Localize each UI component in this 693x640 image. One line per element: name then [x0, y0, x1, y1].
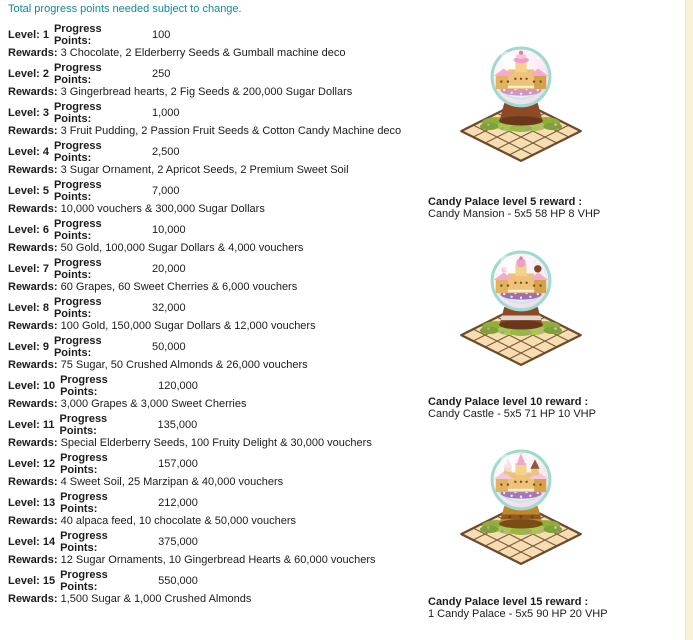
level-label: Level: 4	[8, 146, 49, 158]
reward-caption-level-10	[428, 396, 690, 420]
level-label: Level: 1	[8, 29, 49, 41]
caption-title: Candy Palace level 5 reward :	[428, 196, 583, 208]
progress-points-label: Progress Points:	[60, 530, 108, 554]
level-block	[8, 23, 426, 60]
level-row	[8, 452, 426, 476]
level-block	[8, 569, 426, 606]
level-label: Level: 6	[8, 224, 49, 236]
level-block	[8, 452, 426, 489]
caption-detail: 1 Candy Palace - 5x5 90 HP 20 VHP	[428, 608, 608, 620]
rewards-label: Rewards:	[8, 47, 58, 59]
level-label: Level: 3	[8, 107, 49, 119]
caption-title: Candy Palace level 10 reward :	[428, 396, 589, 408]
level-block	[8, 491, 426, 528]
rewards-label: Rewards:	[8, 359, 58, 371]
level-label: Level: 9	[8, 341, 49, 353]
rewards-row	[8, 359, 426, 372]
rewards-value: 12 Sugar Ornaments, 10 Gingerbread Hearts & 60,000 vouchers	[60, 554, 376, 566]
level-row	[8, 23, 426, 47]
progress-points-value: 2,500	[151, 146, 180, 158]
progress-points-label: Progress Points:	[53, 257, 102, 281]
rewards-label: Rewards:	[8, 515, 58, 527]
candy-mansion-snowglobe-image	[437, 34, 605, 174]
level-block	[8, 140, 426, 177]
caption-detail: Candy Mansion - 5x5 58 HP 8 VHP	[428, 208, 601, 220]
rewards-label: Rewards:	[8, 476, 58, 488]
rewards-value: 60 Grapes, 60 Sweet Cherries & 6,000 vouchers	[60, 281, 298, 293]
progress-points-value: 135,000	[157, 419, 198, 431]
level-block	[8, 179, 426, 216]
progress-points-value: 120,000	[158, 380, 198, 392]
level-block	[8, 374, 426, 411]
level-row	[8, 491, 426, 515]
rewards-row	[8, 281, 426, 294]
level-label: Level: 12	[8, 458, 56, 470]
progress-points-label: Progress Points:	[53, 140, 102, 164]
rewards-row	[8, 242, 426, 255]
progress-points-value: 250	[151, 68, 171, 80]
rewards-value: 1,500 Sugar & 1,000 Crushed Almonds	[60, 593, 252, 605]
rewards-value: Special Elderberry Seeds, 100 Fruity Delight & 30,000 vouchers	[60, 437, 372, 449]
candy-castle-snowglobe-image	[437, 238, 605, 378]
level-row	[8, 179, 426, 203]
caption-title: Candy Palace level 15 reward :	[428, 596, 589, 608]
progress-points-label: Progress Points:	[53, 335, 102, 359]
rewards-row	[8, 203, 426, 216]
level-label: Level: 8	[8, 302, 49, 314]
level-row	[8, 296, 426, 320]
page-note: Total progress points needed subject to change.	[8, 3, 242, 15]
progress-points-value: 10,000	[151, 224, 186, 236]
progress-points-label: Progress Points:	[53, 296, 102, 320]
rewards-row	[8, 554, 426, 567]
progress-points-value: 100	[151, 29, 171, 41]
level-block	[8, 257, 426, 294]
rewards-label: Rewards:	[8, 320, 58, 332]
progress-points-value: 375,000	[158, 536, 198, 548]
rewards-label: Rewards:	[8, 86, 58, 98]
rewards-row	[8, 86, 426, 99]
level-label: Level: 13	[8, 497, 56, 509]
level-label: Level: 7	[8, 263, 49, 275]
level-row	[8, 335, 426, 359]
rewards-label: Rewards:	[8, 398, 58, 410]
level-row	[8, 140, 426, 164]
progress-points-value: 550,000	[158, 575, 198, 587]
level-row	[8, 374, 426, 398]
rewards-value: 40 alpaca feed, 10 chocolate & 50,000 vouchers	[60, 515, 297, 527]
rewards-row	[8, 164, 426, 177]
level-row	[8, 218, 426, 242]
level-block	[8, 218, 426, 255]
level-row	[8, 62, 426, 86]
rewards-label: Rewards:	[8, 437, 58, 449]
progress-points-value: 157,000	[158, 458, 198, 470]
rewards-value: 3,000 Grapes & 3,000 Sweet Cherries	[60, 398, 247, 410]
rewards-value: 4 Sweet Soil, 25 Marzipan & 40,000 vouchers	[60, 476, 284, 488]
rewards-value: 3 Gingerbread hearts, 2 Fig Seeds & 200,000 Sugar Dollars	[60, 86, 353, 98]
rewards-row	[8, 437, 426, 450]
level-row	[8, 530, 426, 554]
level-row	[8, 257, 426, 281]
level-label: Level: 11	[8, 419, 55, 431]
progress-points-value: 1,000	[151, 107, 180, 119]
level-row	[8, 569, 426, 593]
progress-points-value: 32,000	[151, 302, 186, 314]
progress-points-label: Progress Points:	[53, 62, 102, 86]
progress-points-label: Progress Points:	[53, 23, 102, 47]
rewards-value: 3 Chocolate, 2 Elderberry Seeds & Gumball machine deco	[60, 47, 346, 59]
rewards-row	[8, 515, 426, 528]
rewards-row	[8, 476, 426, 489]
progress-table	[8, 3, 426, 608]
rewards-row	[8, 320, 426, 333]
caption-detail: Candy Castle - 5x5 71 HP 10 VHP	[428, 408, 596, 420]
level-label: Level: 14	[8, 536, 56, 548]
level-block	[8, 413, 426, 450]
rewards-value: 10,000 vouchers & 300,000 Sugar Dollars	[60, 203, 265, 215]
rewards-label: Rewards:	[8, 164, 58, 176]
progress-points-label: Progress Points:	[60, 569, 108, 593]
level-row	[8, 413, 426, 437]
rewards-label: Rewards:	[8, 125, 58, 137]
level-row	[8, 101, 426, 125]
page-edge-strip	[685, 0, 693, 640]
level-block	[8, 101, 426, 138]
rewards-value: 3 Sugar Ornament, 2 Apricot Seeds, 2 Premium Sweet Soil	[60, 164, 349, 176]
level-block	[8, 335, 426, 372]
level-block	[8, 530, 426, 567]
progress-points-value: 20,000	[151, 263, 186, 275]
level-label: Level: 2	[8, 68, 49, 80]
level-block	[8, 296, 426, 333]
progress-points-value: 7,000	[151, 185, 180, 197]
progress-points-label: Progress Points:	[53, 218, 102, 242]
rewards-row	[8, 398, 426, 411]
rewards-row	[8, 593, 426, 606]
progress-points-label: Progress Points:	[53, 101, 102, 125]
rewards-value: 50 Gold, 100,000 Sugar Dollars & 4,000 vouchers	[60, 242, 304, 254]
level-label: Level: 10	[8, 380, 56, 392]
levels-list	[8, 23, 426, 606]
rewards-label: Rewards:	[8, 203, 58, 215]
progress-points-label: Progress Points:	[60, 452, 108, 476]
level-block	[8, 62, 426, 99]
progress-points-value: 212,000	[158, 497, 198, 509]
level-label: Level: 5	[8, 185, 49, 197]
rewards-label: Rewards:	[8, 281, 58, 293]
progress-points-label: Progress Points:	[53, 179, 102, 203]
progress-points-label: Progress Points:	[60, 374, 108, 398]
level-label: Level: 15	[8, 575, 56, 587]
rewards-row	[8, 47, 426, 60]
rewards-row	[8, 125, 426, 138]
progress-points-value: 50,000	[151, 341, 186, 353]
reward-caption-level-15	[428, 596, 690, 620]
rewards-label: Rewards:	[8, 593, 58, 605]
rewards-value: 75 Sugar, 50 Crushed Almonds & 26,000 vouchers	[60, 359, 308, 371]
progress-points-label: Progress Points:	[60, 491, 108, 515]
rewards-value: 3 Fruit Pudding, 2 Passion Fruit Seeds & Cotton Candy Machine deco	[60, 125, 402, 137]
reward-caption-level-5	[428, 196, 690, 220]
candy-palace-snowglobe-image	[437, 437, 605, 577]
rewards-label: Rewards:	[8, 554, 58, 566]
progress-points-label: Progress Points:	[59, 413, 108, 437]
rewards-label: Rewards:	[8, 242, 58, 254]
rewards-value: 100 Gold, 150,000 Sugar Dollars & 12,000 vouchers	[60, 320, 316, 332]
